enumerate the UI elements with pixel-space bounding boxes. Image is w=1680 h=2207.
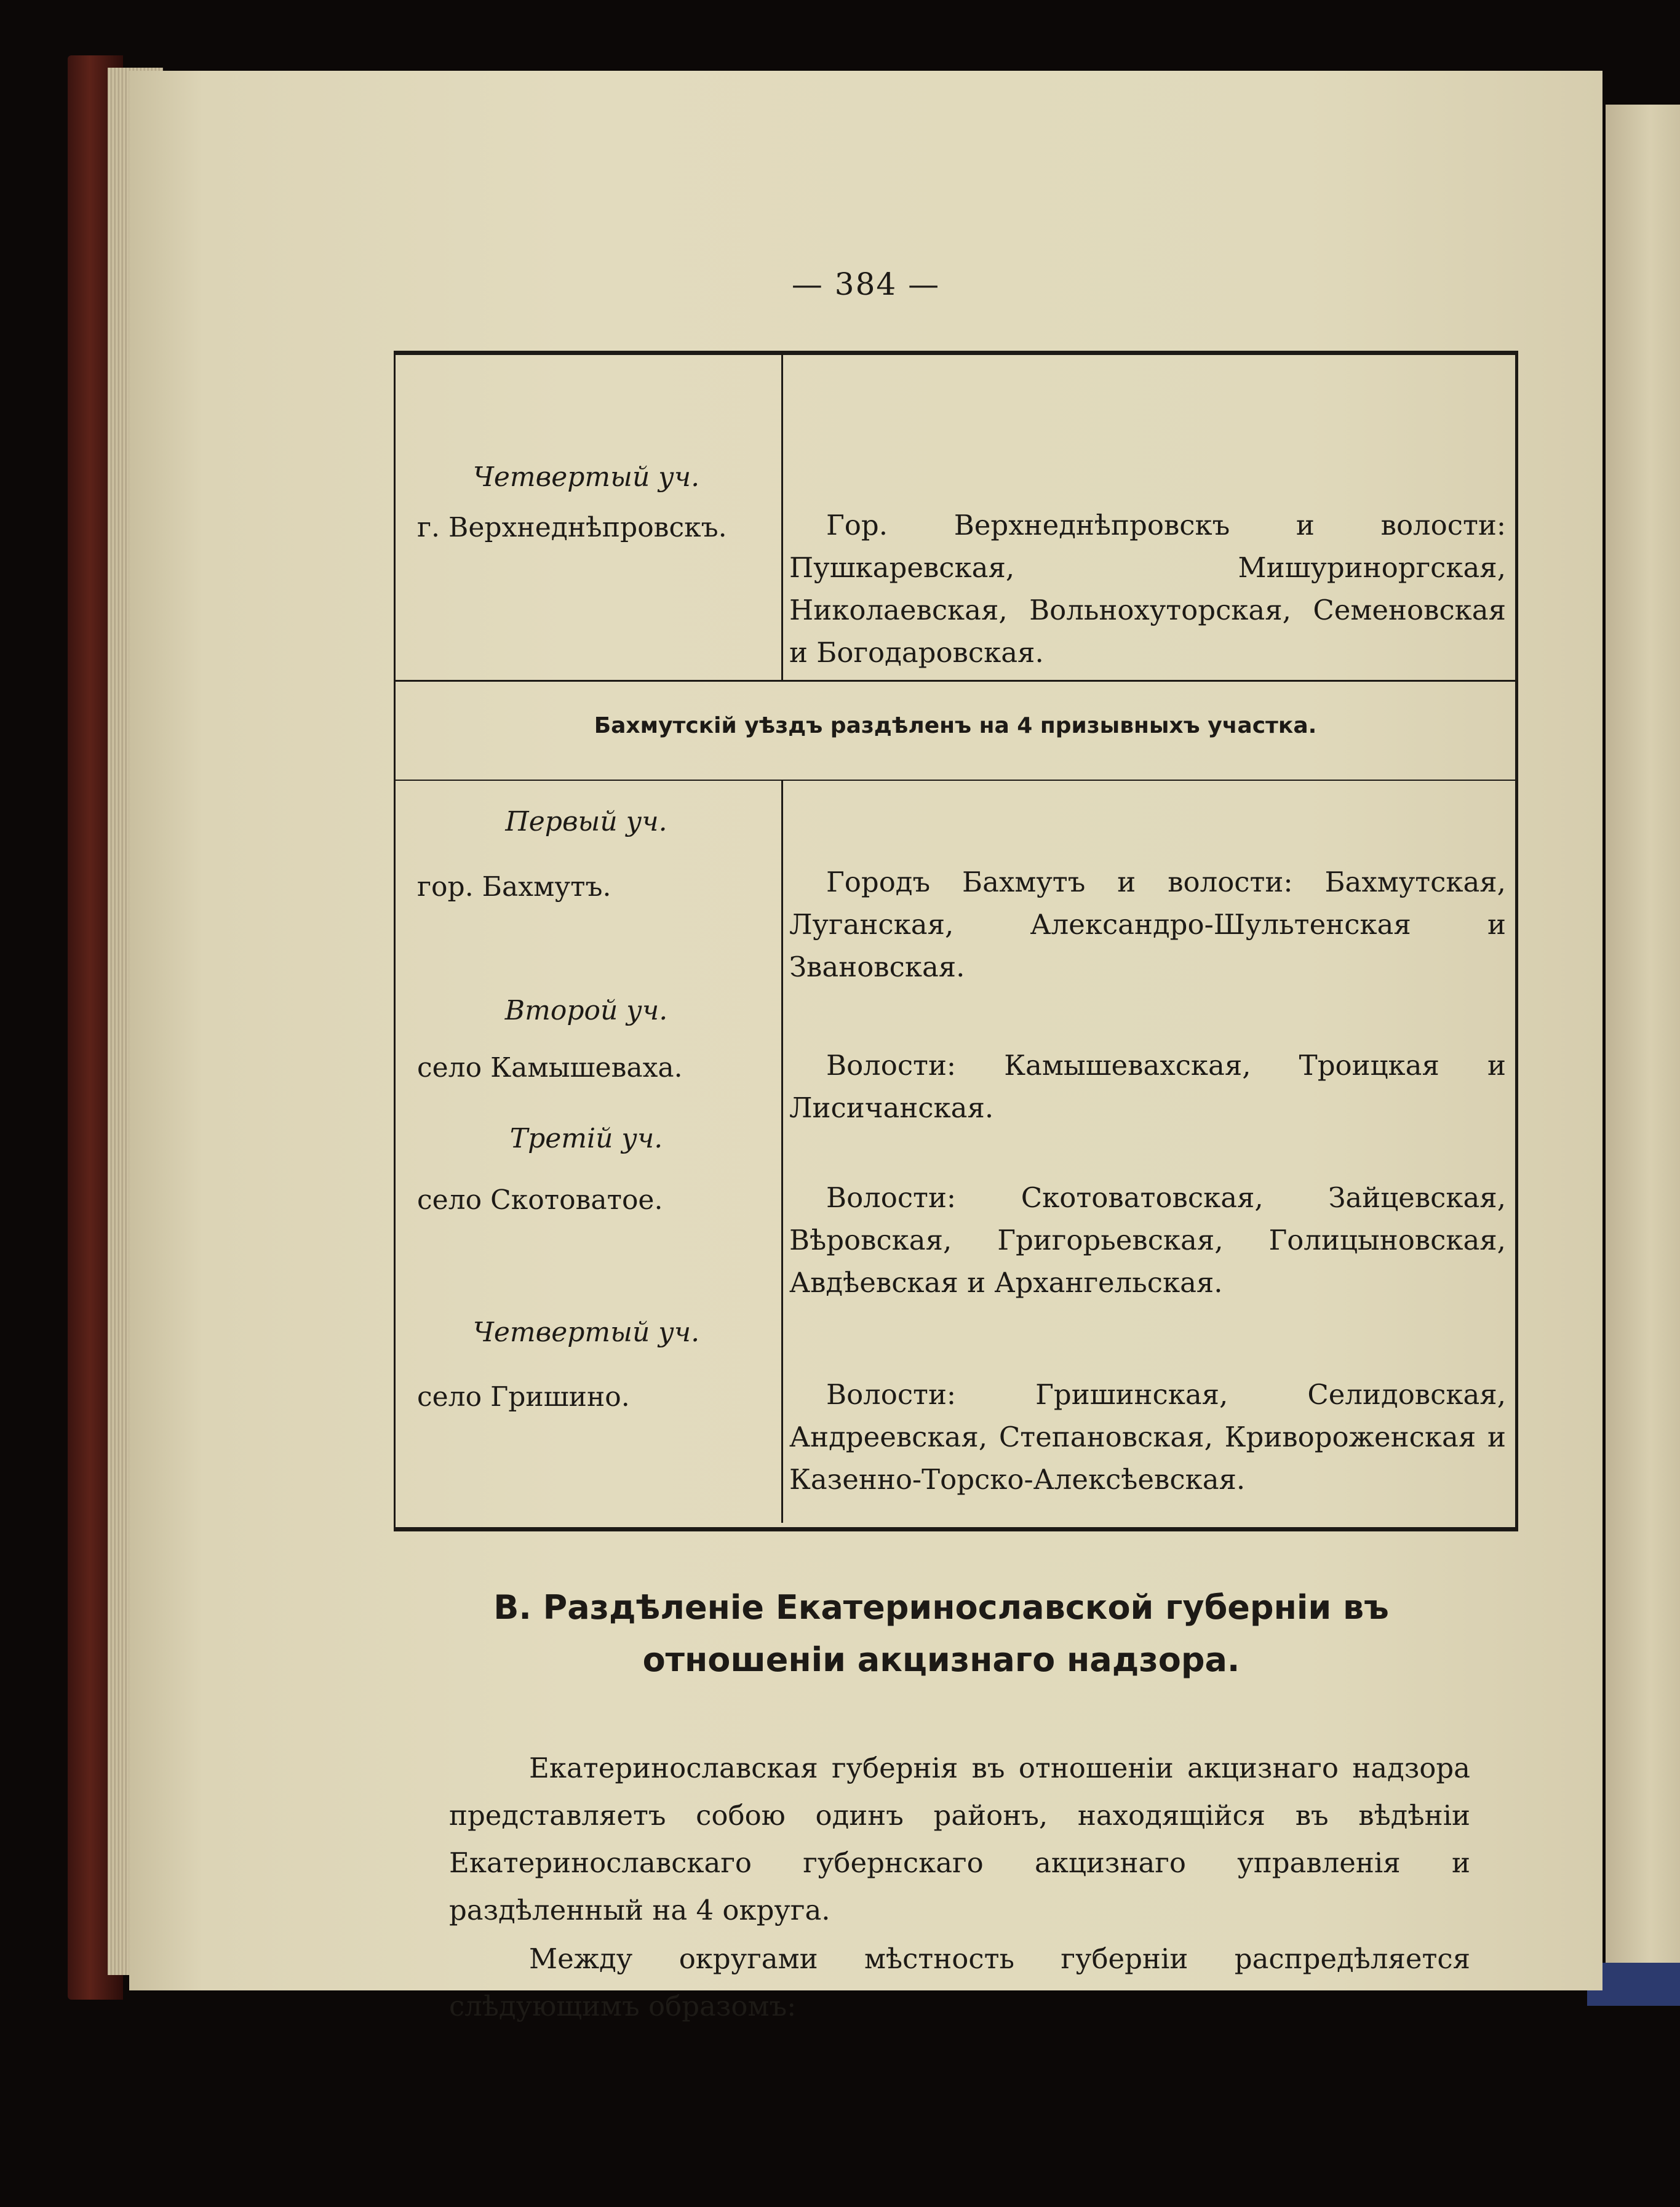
left-cell (396, 460, 777, 495)
section-heading: Бахмутскій уѣздъ раздѣленъ на 4 призывныхъ участка. (594, 713, 1317, 738)
section-title: В. Раздѣленіе Екатеринославской губерніи въ отношеніи акцизнаго надзора. (493, 1588, 1389, 1679)
district-title: Первый уч. (505, 806, 667, 837)
district-title: Третій уч. (509, 1123, 663, 1154)
left-cell (396, 869, 798, 905)
district-place: село Камышеваха. (417, 1052, 683, 1084)
left-cell (396, 510, 798, 546)
left-cell (396, 1121, 777, 1157)
table-rule (396, 680, 1515, 682)
left-cell (396, 1183, 798, 1218)
district-place: село Гришино. (417, 1381, 630, 1413)
district-place: село Скотоватое. (417, 1184, 663, 1216)
district-title: Второй уч. (504, 995, 668, 1026)
right-cell: Городъ Бахмутъ и волости: Бахмутская, Луганская, Александро-Шультенская и Звановская. (789, 866, 1506, 983)
right-cell: Волости: Камышевахская, Троицкая и Лисичанская. (789, 1049, 1506, 1124)
page-number: — 384 — (791, 266, 941, 302)
right-cell: Гор. Верхнеднѣпровскъ и волости: Пушкаревская, Мишуриноргская, Николаевская, Вольнохуторская, Семеновская и Богодаровская. (789, 509, 1506, 669)
left-cell (396, 1050, 798, 1086)
body-paragraph: Между округами мѣстность губерніи распредѣляется слѣдующимъ образомъ: (449, 1942, 1470, 2022)
left-cell (396, 1315, 777, 1351)
book-page (129, 71, 1602, 2022)
body-paragraph: Екатеринославская губернія въ отношеніи акцизнаго надзора представляетъ собою одинъ районъ, находящійся въ вѣдѣніи Екатеринославскаго губернскаго акцизнаго управленія и раздѣленный на 4 округа. (449, 1752, 1470, 1926)
left-cell (396, 1379, 798, 1415)
left-cell (396, 804, 777, 840)
district-title: Четвертый уч. (472, 1317, 700, 1348)
right-cell: Волости: Гришинская, Селидовская, Андреевская, Степановская, Кривороженская и Казенно-Торско-Алексѣевская. (789, 1378, 1506, 1496)
next-page-edge (1606, 105, 1680, 2006)
district-place: гор. Бахмутъ. (417, 871, 611, 903)
left-cell (396, 993, 777, 1029)
table-rule (396, 780, 1515, 781)
district-title: Четвертый уч. (472, 461, 700, 493)
right-cell: Волости: Скотоватовская, Зайцевская, Вѣровская, Григорьевская, Голицыновская, Авдѣевская и Архангельская. (789, 1181, 1506, 1299)
district-table (394, 351, 1518, 1531)
district-place: г. Верхнеднѣпровскъ. (417, 512, 727, 543)
